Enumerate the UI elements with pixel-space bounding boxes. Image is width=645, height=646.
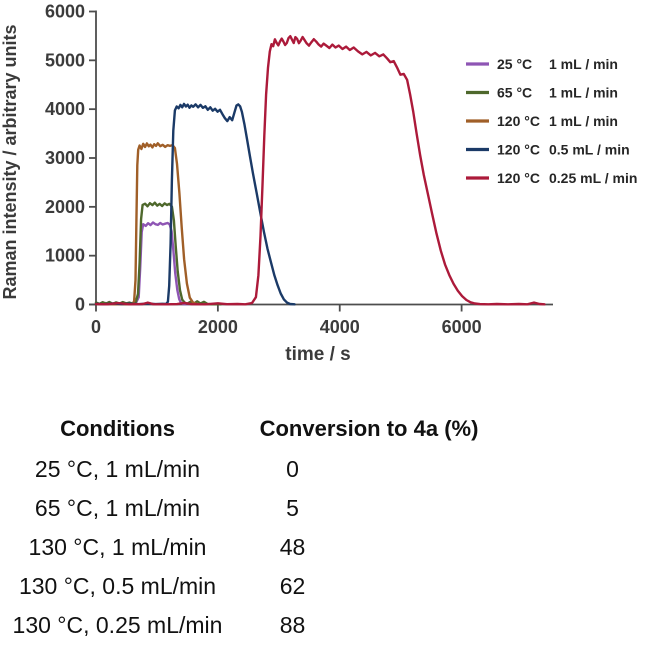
y-tick-label: 2000 [44,196,85,217]
x-tick-label: 6000 [441,317,482,337]
legend-item [466,113,618,129]
y-tick-label: 6000 [44,1,85,22]
conversion-table [0,408,520,645]
conditions-cell: 130 °C, 0.25 mL/min [12,612,223,638]
conditions-cell: 130 °C, 1 mL/min [28,534,207,560]
y-tick-label: 1000 [44,245,85,266]
legend-flow-label: 1 mL / min [549,113,618,129]
chart-legend [466,56,637,186]
y-tick-label: 5000 [44,50,85,71]
y-tick-label: 0 [74,294,85,315]
y-axis-title: Raman intensity / arbitrary units [0,24,20,300]
table-header-row [0,408,520,450]
y-tick-label: 4000 [44,99,85,120]
legend-flow-label: 0.5 mL / min [549,141,630,158]
x-tick-label: 0 [90,317,102,337]
conditions-cell: 65 °C, 1 mL/min [34,495,201,521]
table-row [0,567,520,606]
conditions-cell: 25 °C, 1 mL/min [34,456,201,482]
legend-temp-label: 120 °C [497,113,540,129]
legend-item [466,85,618,101]
conversion-cell: 88 [279,612,306,638]
legend-item [466,170,637,186]
table-row [0,450,520,489]
legend-flow-label: 0.25 mL / min [549,170,638,186]
conversion-cell: 5 [286,495,299,521]
x-tick-label: 2000 [197,317,238,337]
x-tick-label: 4000 [319,317,360,337]
conversion-cell: 62 [279,573,306,599]
legend-temp-label: 65 °C [497,84,533,101]
legend-flow-label: 1 mL / min [549,84,618,101]
table-body [0,450,520,645]
chart-axes [89,11,553,305]
conditions-cell: 130 °C, 0.5 mL/min [18,573,217,599]
legend-temp-label: 25 °C [497,56,533,72]
legend-flow-label: 1 mL / min [549,56,618,72]
chart-series-lines [96,36,545,304]
y-tick-label: 3000 [44,148,85,168]
legend-item [466,56,618,72]
legend-item [466,142,630,158]
legend-temp-label: 120 °C [497,141,540,158]
legend-temp-label: 120 °C [497,170,540,186]
table-row [0,606,520,645]
conversion-cell: 48 [279,534,306,560]
series-line-4 [96,36,545,304]
conversion-cell: 0 [286,456,299,482]
series-line-1 [96,203,221,305]
table-header-conversion: Conversion to 4a (%) [259,416,479,441]
table-row [0,528,520,567]
table-row [0,489,520,528]
table-header-conditions: Conditions [60,416,175,441]
x-axis-title: time / s [285,344,351,365]
